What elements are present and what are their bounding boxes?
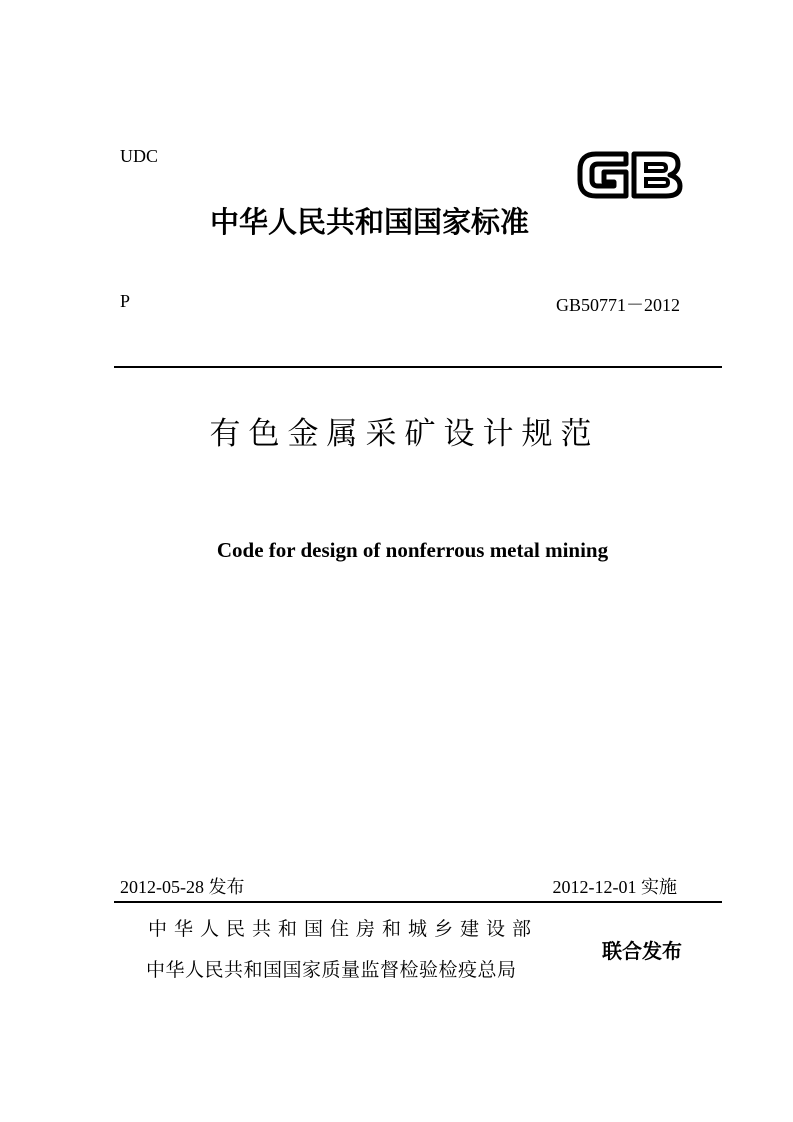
gb-logo-graphic [574, 144, 686, 206]
gb-logo [574, 144, 686, 206]
udc-label: UDC [120, 146, 159, 166]
joint-issue-label: 联合发布 [602, 939, 682, 963]
chinese-title: 有色金属采矿设计规范 [209, 416, 600, 452]
standard-number: GB50771－2012 [555, 295, 680, 315]
english-title: Code for design of nonferrous metal mining [216, 538, 609, 562]
top-divider [114, 366, 722, 368]
bottom-divider [114, 901, 722, 903]
classification-code: P [120, 291, 131, 311]
issuer-administration: 中华人民共和国国家质量监督检验检疫总局 [146, 959, 517, 981]
implementation-date: 2012-12-01 实施 [552, 877, 677, 897]
national-standard-heading: 中华人民共和国国家标准 [210, 205, 530, 239]
issuer-ministry: 中华人民共和国住房和城乡建设部 [148, 918, 539, 940]
issue-date: 2012-05-28 发布 [120, 877, 245, 897]
